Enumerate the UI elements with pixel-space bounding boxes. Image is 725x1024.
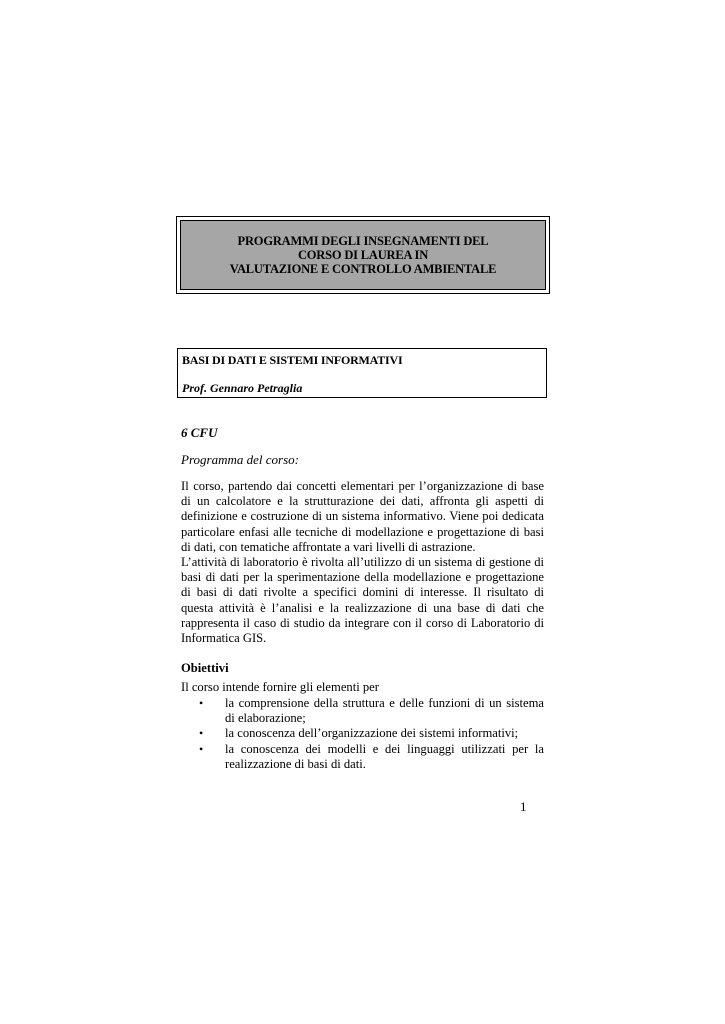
list-item-text: la comprensione della struttura e delle funzioni di un sistema di elaborazione;	[225, 696, 544, 726]
course-info-box	[177, 348, 547, 398]
objectives-intro: Il corso intende fornire gli elementi per	[181, 680, 379, 694]
list-item	[181, 742, 544, 772]
bullet-icon: •	[199, 741, 204, 756]
course-title: BASI DI DATI E SISTEMI INFORMATIVI	[182, 353, 403, 367]
list-item	[181, 696, 544, 726]
program-description	[181, 479, 544, 646]
course-professor: Prof. Gennaro Petraglia	[182, 381, 303, 395]
paragraph: L’attività di laboratorio è rivolta all’utilizzo di un sistema di gestione di basi di dati per la sperimentazione della modellazione e progettazione di basi di dati rivolte a specifici domini di interesse. Il risultato di questa attività è l’analisi e la realizzazione di una base di dati che rappresenta il caso di studio da integrare con il corso di Laboratorio di Informatica GIS.	[181, 555, 544, 646]
bullet-icon: •	[199, 696, 204, 710]
list-item-text: la conoscenza dei modelli e dei linguaggi utilizzati per la realizzazione di basi di dati.	[225, 741, 544, 771]
page-number: 1	[520, 799, 527, 814]
list-item	[181, 726, 544, 741]
paragraph: Il corso, partendo dai concetti elementari per l’organizzazione di base di un calcolatore e la strutturazione dei dati, affronta gli aspetti di definizione e costruzione di un sistema informativo. Viene poi dedicata particolare enfasi alle tecniche di modellazione e progettazione di basi di dati, con tematiche affrontate a vari livelli di astrazione.	[181, 479, 544, 554]
banner-line: PROGRAMMI DEGLI INSEGNAMENTI DEL	[237, 234, 489, 248]
banner-line: CORSO DI LAUREA IN	[297, 248, 429, 262]
title-banner	[176, 216, 550, 294]
list-item-text: la conoscenza dell’organizzazione dei sistemi informativi;	[225, 726, 519, 741]
banner-line: VALUTAZIONE E CONTROLLO AMBIENTALE	[229, 262, 497, 276]
credits-label: 6 CFU	[181, 425, 218, 440]
bullet-icon: •	[199, 726, 204, 741]
objectives-heading: Obiettivi	[181, 661, 229, 675]
program-heading: Programma del corso:	[181, 452, 299, 467]
objectives-list	[181, 696, 544, 772]
title-banner-panel	[180, 220, 546, 290]
